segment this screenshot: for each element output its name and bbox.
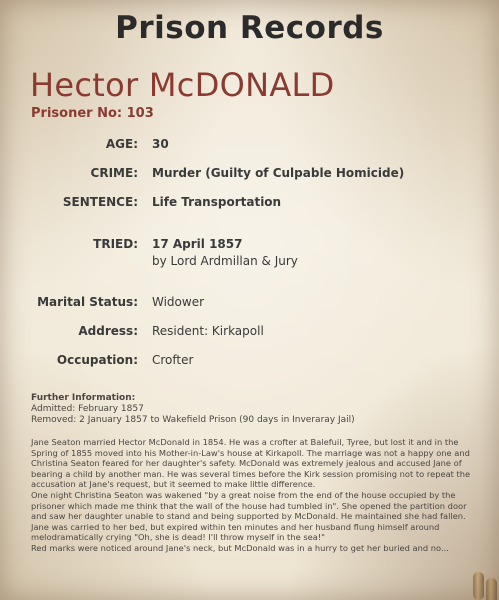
narrative-paragraph: Jane Seaton married Hector McDonald in 1854. He was a crofter at Balefuil, Tyree, but lost it and in the Spring of 1855 moved into his Mother-in-Law's house at Kirkapoll. The marriage was not a happy one and Christina Seaton feared for her daughter's safety. McDonald was extremely jealous and accused Jane of bearing a child by another man. He was several times before the Kirk session promising not to repeat the accusation at Jane's request, but it seemed to make little difference. bbox=[31, 437, 471, 490]
tried-label: TRIED: bbox=[93, 237, 138, 251]
marital-label: Marital Status: bbox=[37, 295, 138, 309]
sentence-label: SENTENCE: bbox=[62, 195, 138, 209]
admitted-text: Admitted: February 1857 bbox=[31, 404, 144, 414]
removed-text: Removed: 2 January 1857 to Wakefield Prison (90 days in Inveraray Jail) bbox=[31, 415, 355, 425]
address-label: Address: bbox=[78, 324, 138, 338]
address-value: Resident: Kirkapoll bbox=[152, 324, 264, 338]
decorative-bullet bbox=[486, 578, 497, 600]
crime-label: CRIME: bbox=[90, 166, 138, 180]
prisoner-number: Prisoner No: 103 bbox=[31, 106, 154, 121]
further-information bbox=[31, 393, 471, 426]
narrative-paragraph: One night Christina Seaton was wakened "by a great noise from the end of the house occupied by the prisoner which made me think that the wall of the house had tumbled in". She opened the partition door and saw her daughter unable to stand and being supported by McDonald. He maintained she had fallen. Jane was carried to her bed, but expired within ten minutes and her husband flung himself around melodramatically crying "Oh, she is dead! I'll throw myself in the sea!" bbox=[31, 489, 467, 543]
tried-date: 17 April 1857 bbox=[152, 237, 243, 251]
tried-value bbox=[152, 237, 298, 268]
page-title: Prison Records bbox=[115, 10, 384, 46]
further-heading: Further Information: bbox=[31, 393, 136, 403]
marital-value: Widower bbox=[152, 295, 205, 309]
occupation-value: Crofter bbox=[152, 353, 194, 367]
crime-value: Murder (Guilty of Culpable Homicide) bbox=[152, 166, 405, 180]
prisoner-name: Hector McDONALD bbox=[30, 66, 335, 104]
narrative-paragraph: Red marks were noticed around Jane's neck, but McDonald was in a hurry to get her buried and no... bbox=[31, 542, 449, 553]
tried-by: by Lord Ardmillan & Jury bbox=[152, 254, 298, 268]
occupation-label: Occupation: bbox=[56, 353, 138, 367]
age-label: AGE: bbox=[105, 137, 138, 151]
age-value: 30 bbox=[152, 137, 169, 151]
decorative-bullet bbox=[473, 572, 484, 600]
case-narrative bbox=[31, 437, 479, 554]
sentence-value: Life Transportation bbox=[152, 195, 282, 209]
